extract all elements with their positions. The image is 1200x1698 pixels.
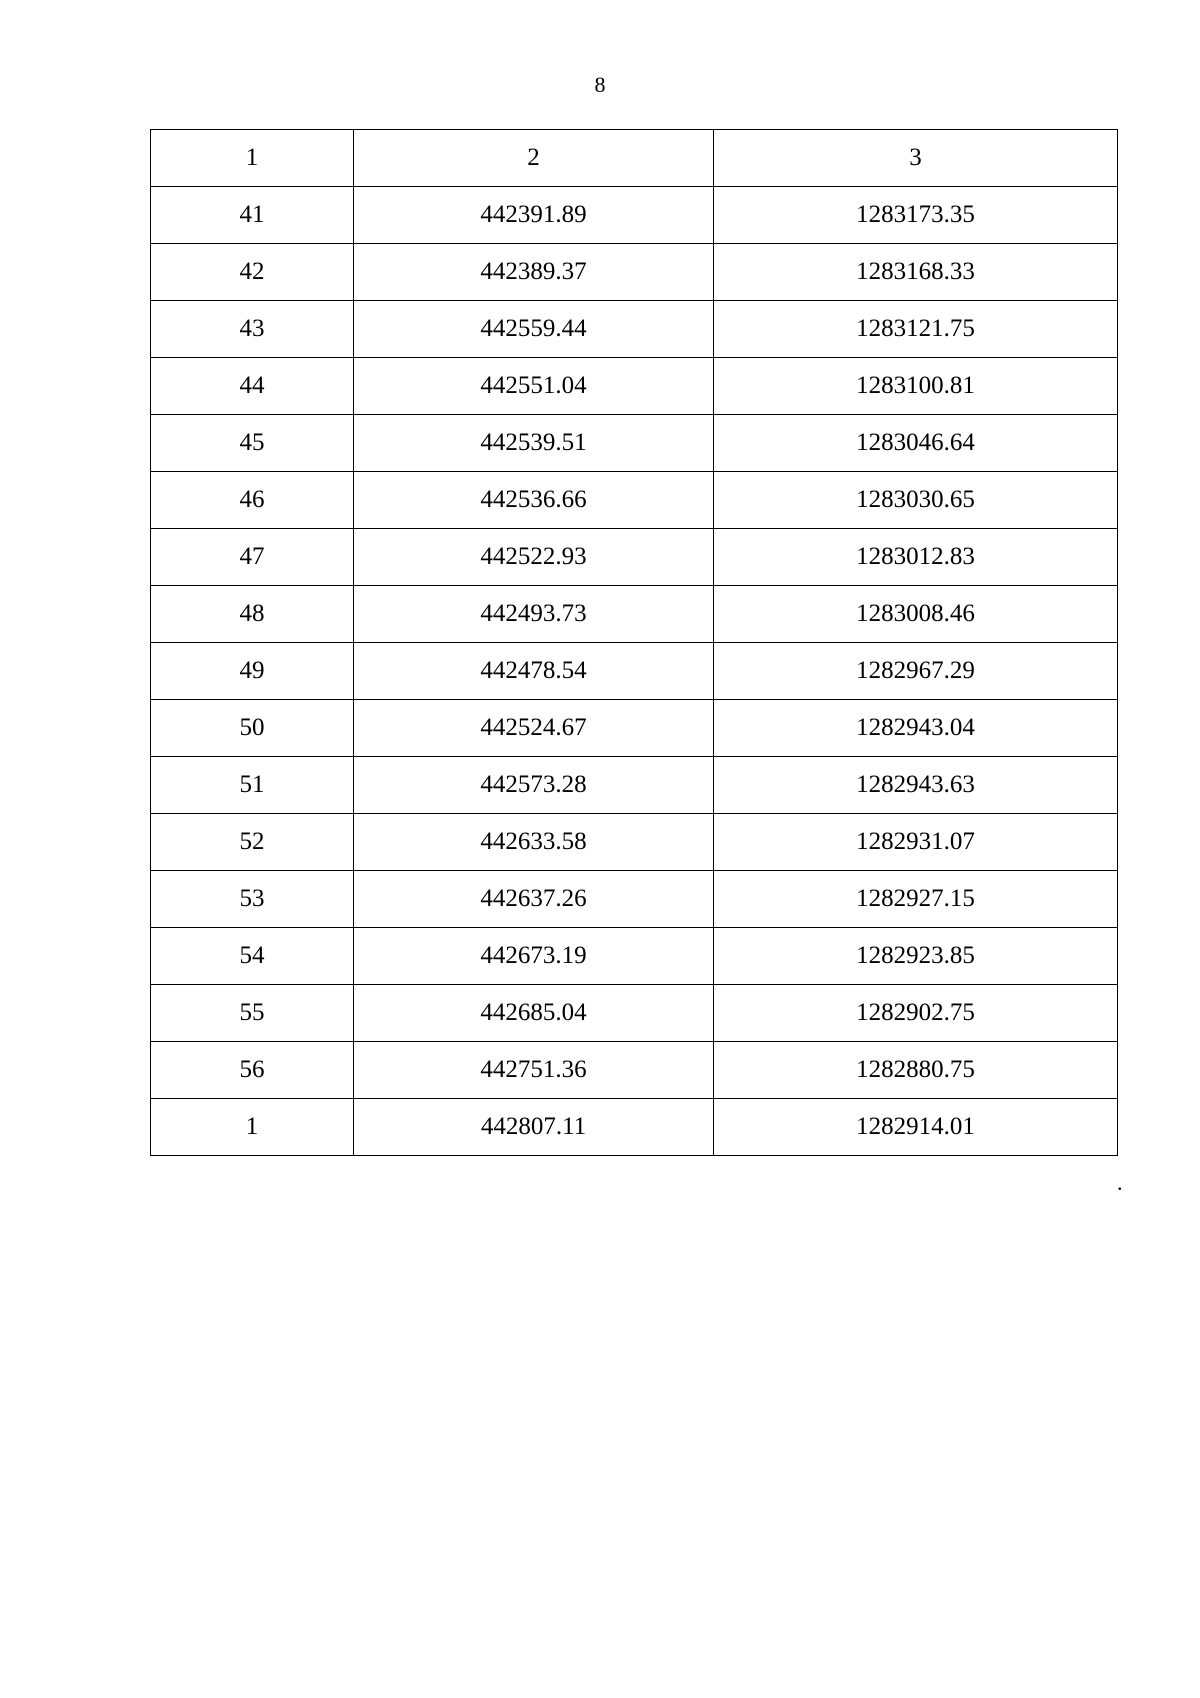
cell-point-number: 48 [151,586,354,643]
cell-y-coordinate: 1282943.04 [714,700,1118,757]
cell-point-number: 46 [151,472,354,529]
cell-x-coordinate: 442633.58 [354,814,714,871]
cell-y-coordinate: 1282927.15 [714,871,1118,928]
table-row [151,415,1118,472]
cell-point-number: 1 [151,1099,354,1156]
cell-y-coordinate: 1282914.01 [714,1099,1118,1156]
cell-x-coordinate: 442536.66 [354,472,714,529]
header-cell-x: 2 [354,130,714,187]
coordinates-table [150,129,1118,1156]
cell-x-coordinate: 442391.89 [354,187,714,244]
cell-x-coordinate: 442522.93 [354,529,714,586]
table-row [151,928,1118,985]
table-row [151,244,1118,301]
cell-y-coordinate: 1282923.85 [714,928,1118,985]
cell-x-coordinate: 442389.37 [354,244,714,301]
table-row [151,700,1118,757]
cell-x-coordinate: 442807.11 [354,1099,714,1156]
cell-point-number: 41 [151,187,354,244]
table-row [151,1042,1118,1099]
cell-point-number: 47 [151,529,354,586]
cell-x-coordinate: 442637.26 [354,871,714,928]
trailing-mark: . [1117,1170,1123,1195]
header-cell-point: 1 [151,130,354,187]
cell-point-number: 44 [151,358,354,415]
cell-x-coordinate: 442573.28 [354,757,714,814]
cell-point-number: 52 [151,814,354,871]
cell-y-coordinate: 1282880.75 [714,1042,1118,1099]
table-row [151,586,1118,643]
cell-y-coordinate: 1282967.29 [714,643,1118,700]
table-row [151,358,1118,415]
cell-x-coordinate: 442539.51 [354,415,714,472]
table-row [151,472,1118,529]
cell-x-coordinate: 442478.54 [354,643,714,700]
table-row [151,814,1118,871]
cell-point-number: 55 [151,985,354,1042]
cell-y-coordinate: 1283030.65 [714,472,1118,529]
cell-y-coordinate: 1282943.63 [714,757,1118,814]
coordinates-table-body [151,130,1118,1156]
cell-y-coordinate: 1282931.07 [714,814,1118,871]
cell-x-coordinate: 442551.04 [354,358,714,415]
cell-x-coordinate: 442493.73 [354,586,714,643]
cell-point-number: 45 [151,415,354,472]
cell-x-coordinate: 442685.04 [354,985,714,1042]
cell-y-coordinate: 1283100.81 [714,358,1118,415]
cell-point-number: 51 [151,757,354,814]
cell-y-coordinate: 1282902.75 [714,985,1118,1042]
header-cell-y: 3 [714,130,1118,187]
cell-y-coordinate: 1283012.83 [714,529,1118,586]
table-row [151,871,1118,928]
cell-y-coordinate: 1283046.64 [714,415,1118,472]
cell-x-coordinate: 442751.36 [354,1042,714,1099]
table-row [151,187,1118,244]
table-row [151,1099,1118,1156]
cell-y-coordinate: 1283121.75 [714,301,1118,358]
cell-x-coordinate: 442673.19 [354,928,714,985]
table-row [151,757,1118,814]
cell-point-number: 42 [151,244,354,301]
cell-x-coordinate: 442559.44 [354,301,714,358]
cell-point-number: 43 [151,301,354,358]
cell-y-coordinate: 1283008.46 [714,586,1118,643]
table-row [151,985,1118,1042]
cell-x-coordinate: 442524.67 [354,700,714,757]
cell-y-coordinate: 1283168.33 [714,244,1118,301]
cell-point-number: 56 [151,1042,354,1099]
cell-point-number: 50 [151,700,354,757]
table-row [151,301,1118,358]
cell-point-number: 49 [151,643,354,700]
cell-y-coordinate: 1283173.35 [714,187,1118,244]
cell-point-number: 53 [151,871,354,928]
table-row [151,529,1118,586]
page-number: 8 [594,72,606,97]
cell-point-number: 54 [151,928,354,985]
table-header-row [151,130,1118,187]
table-row [151,643,1118,700]
